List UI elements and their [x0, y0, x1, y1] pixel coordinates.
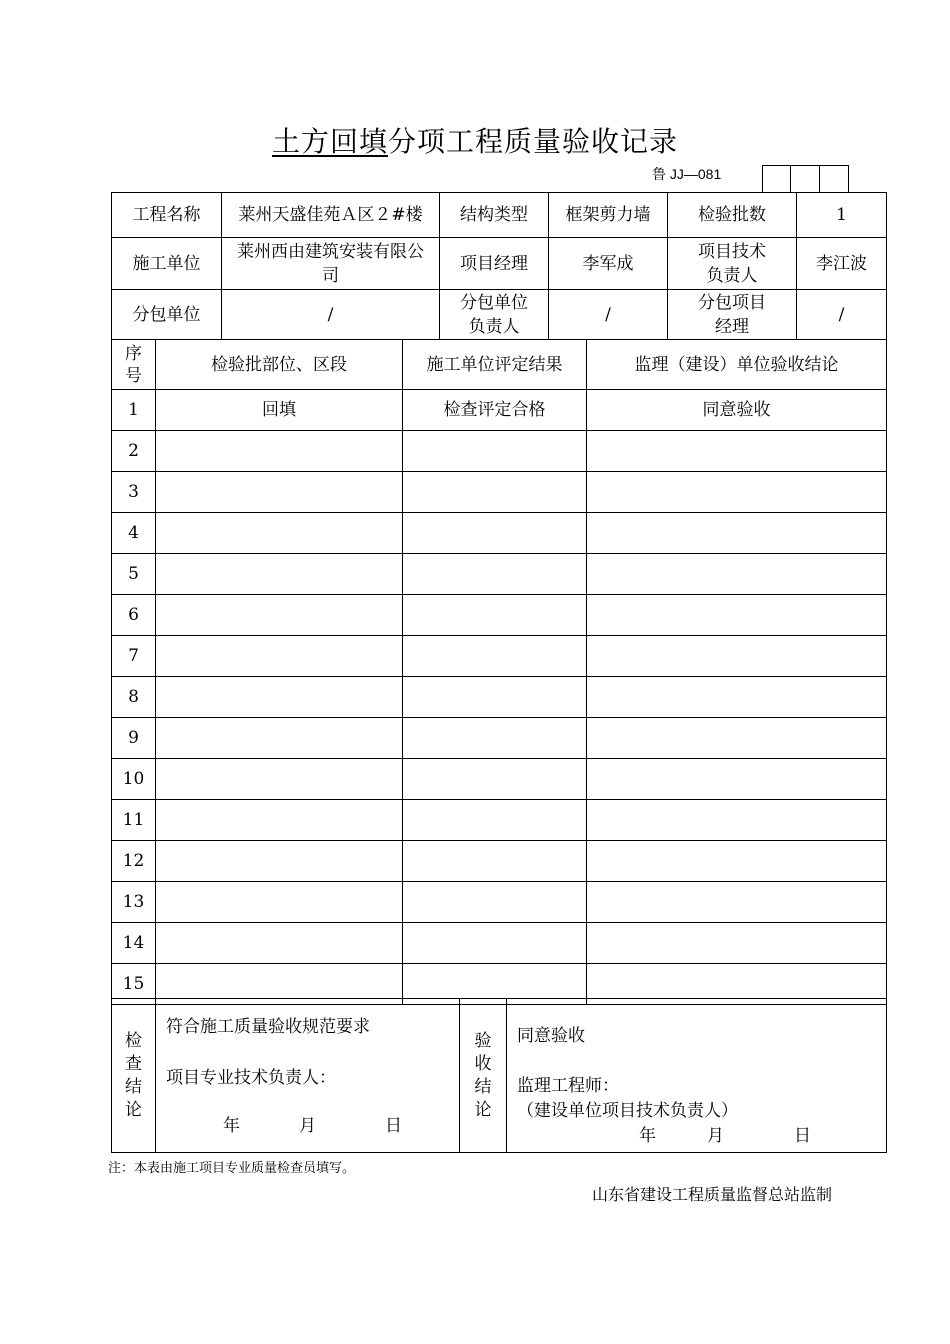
- row-location: [156, 554, 403, 595]
- row-location: [156, 472, 403, 513]
- header-supervisor-conclusion: 监理（建设）单位验收结论: [587, 340, 887, 390]
- table-row: [112, 841, 887, 882]
- page-title: [0, 120, 950, 160]
- issuer-footer: 山东省建设工程质量监督总站监制: [592, 1185, 833, 1204]
- row-no: 2: [112, 431, 156, 472]
- row-result: [403, 800, 587, 841]
- table-row: [112, 513, 887, 554]
- tech-lead: 李江波: [797, 238, 887, 290]
- row-no: 9: [112, 718, 156, 759]
- row-no: 12: [112, 841, 156, 882]
- row-conclusion: [587, 636, 887, 677]
- row-location: [156, 718, 403, 759]
- header-location: 检验批部位、区段: [156, 340, 403, 390]
- form-code: 鲁 JJ—081: [652, 166, 722, 182]
- sub-lead: /: [549, 290, 668, 340]
- check-conclusion-label: 检查结论: [112, 999, 156, 1153]
- row-no: 3: [112, 472, 156, 513]
- row-no: 10: [112, 759, 156, 800]
- row-no: 13: [112, 882, 156, 923]
- conclusion-table: [111, 998, 887, 1153]
- row-conclusion: 同意验收: [587, 390, 887, 431]
- row-location: 回填: [156, 390, 403, 431]
- row-conclusion: [587, 718, 887, 759]
- row-result: [403, 513, 587, 554]
- table-row: [112, 636, 887, 677]
- accept-day: 日: [794, 1126, 811, 1146]
- sub-lead-label: 分包单位负责人: [440, 290, 549, 340]
- row-location: [156, 923, 403, 964]
- accept-conclusion-block: [507, 999, 887, 1153]
- row-conclusion: [587, 677, 887, 718]
- accept-signer: 监理工程师：: [517, 1076, 619, 1096]
- row-no: 5: [112, 554, 156, 595]
- row-location: [156, 882, 403, 923]
- row-result: 检查评定合格: [403, 390, 587, 431]
- batch-table: [111, 339, 887, 1005]
- row-conclusion: [587, 923, 887, 964]
- accept-conclusion-label: 验收结论: [460, 999, 507, 1153]
- project-name-label: 工程名称: [112, 193, 222, 238]
- row-conclusion: [587, 882, 887, 923]
- table-row: [112, 923, 887, 964]
- structure-type: 框架剪力墙: [549, 193, 668, 238]
- subcontractor: /: [222, 290, 440, 340]
- table-row: [112, 759, 887, 800]
- table-row: [112, 472, 887, 513]
- batch-count-label: 检验批数: [668, 193, 797, 238]
- batch-count: 1: [797, 193, 887, 238]
- structure-type-label: 结构类型: [440, 193, 549, 238]
- header-seq: 序号: [112, 340, 156, 390]
- check-month: 月: [299, 1116, 316, 1136]
- table-row: [112, 595, 887, 636]
- row-result: [403, 759, 587, 800]
- table-row: [112, 882, 887, 923]
- row-conclusion: [587, 431, 887, 472]
- info-table: [111, 192, 887, 340]
- subcontractor-label: 分包单位: [112, 290, 222, 340]
- row-result: [403, 677, 587, 718]
- row-no: 6: [112, 595, 156, 636]
- contractor: 莱州西由建筑安装有限公司: [222, 238, 440, 290]
- row-location: [156, 841, 403, 882]
- row-no: 4: [112, 513, 156, 554]
- title-rest: 分项工程质量验收记录: [388, 125, 679, 158]
- row-result: [403, 431, 587, 472]
- row-result: [403, 636, 587, 677]
- accept-signer-alt: （建设单位项目技术负责人）: [517, 1101, 738, 1121]
- sub-manager: /: [797, 290, 887, 340]
- row-conclusion: [587, 554, 887, 595]
- row-no: 14: [112, 923, 156, 964]
- contractor-label: 施工单位: [112, 238, 222, 290]
- row-location: [156, 677, 403, 718]
- row-conclusion: [587, 595, 887, 636]
- row-location: [156, 431, 403, 472]
- row-conclusion: [587, 841, 887, 882]
- row-result: [403, 472, 587, 513]
- row-location: [156, 800, 403, 841]
- row-conclusion: [587, 513, 887, 554]
- row-result: [403, 923, 587, 964]
- table-row: [112, 800, 887, 841]
- sub-manager-label: 分包项目经理: [668, 290, 797, 340]
- code-box: [790, 165, 820, 192]
- row-no: 7: [112, 636, 156, 677]
- check-text: 符合施工质量验收规范要求: [166, 1017, 370, 1037]
- row-result: [403, 718, 587, 759]
- check-year: 年: [223, 1116, 240, 1136]
- project-manager: 李军成: [549, 238, 668, 290]
- row-location: [156, 513, 403, 554]
- table-row: [112, 554, 887, 595]
- row-no: 11: [112, 800, 156, 841]
- table-row: [112, 431, 887, 472]
- check-conclusion-block: [156, 999, 460, 1153]
- table-row: [112, 390, 887, 431]
- row-no: 1: [112, 390, 156, 431]
- row-no: 15: [112, 964, 156, 1005]
- project-name: 莱州天盛佳苑Ａ区２#楼: [222, 193, 440, 238]
- table-row: [112, 677, 887, 718]
- accept-year: 年: [639, 1126, 656, 1146]
- footnote: 注：本表由施工项目专业质量检查员填写。: [108, 1161, 356, 1176]
- project-manager-label: 项目经理: [440, 238, 549, 290]
- row-conclusion: [587, 800, 887, 841]
- accept-text: 同意验收: [517, 1026, 585, 1046]
- title-underlined: 土方回填: [271, 125, 388, 158]
- check-signer: 项目专业技术负责人：: [166, 1068, 336, 1088]
- code-box: [819, 165, 849, 192]
- row-conclusion: [587, 759, 887, 800]
- row-location: [156, 636, 403, 677]
- accept-month: 月: [707, 1126, 724, 1146]
- header-contractor-result: 施工单位评定结果: [403, 340, 587, 390]
- tech-lead-label: 项目技术负责人: [668, 238, 797, 290]
- row-location: [156, 595, 403, 636]
- row-result: [403, 841, 587, 882]
- table-row: [112, 718, 887, 759]
- row-result: [403, 554, 587, 595]
- code-box: [762, 165, 791, 192]
- row-result: [403, 882, 587, 923]
- row-location: [156, 759, 403, 800]
- row-conclusion: [587, 472, 887, 513]
- check-day: 日: [385, 1116, 402, 1136]
- row-result: [403, 595, 587, 636]
- row-no: 8: [112, 677, 156, 718]
